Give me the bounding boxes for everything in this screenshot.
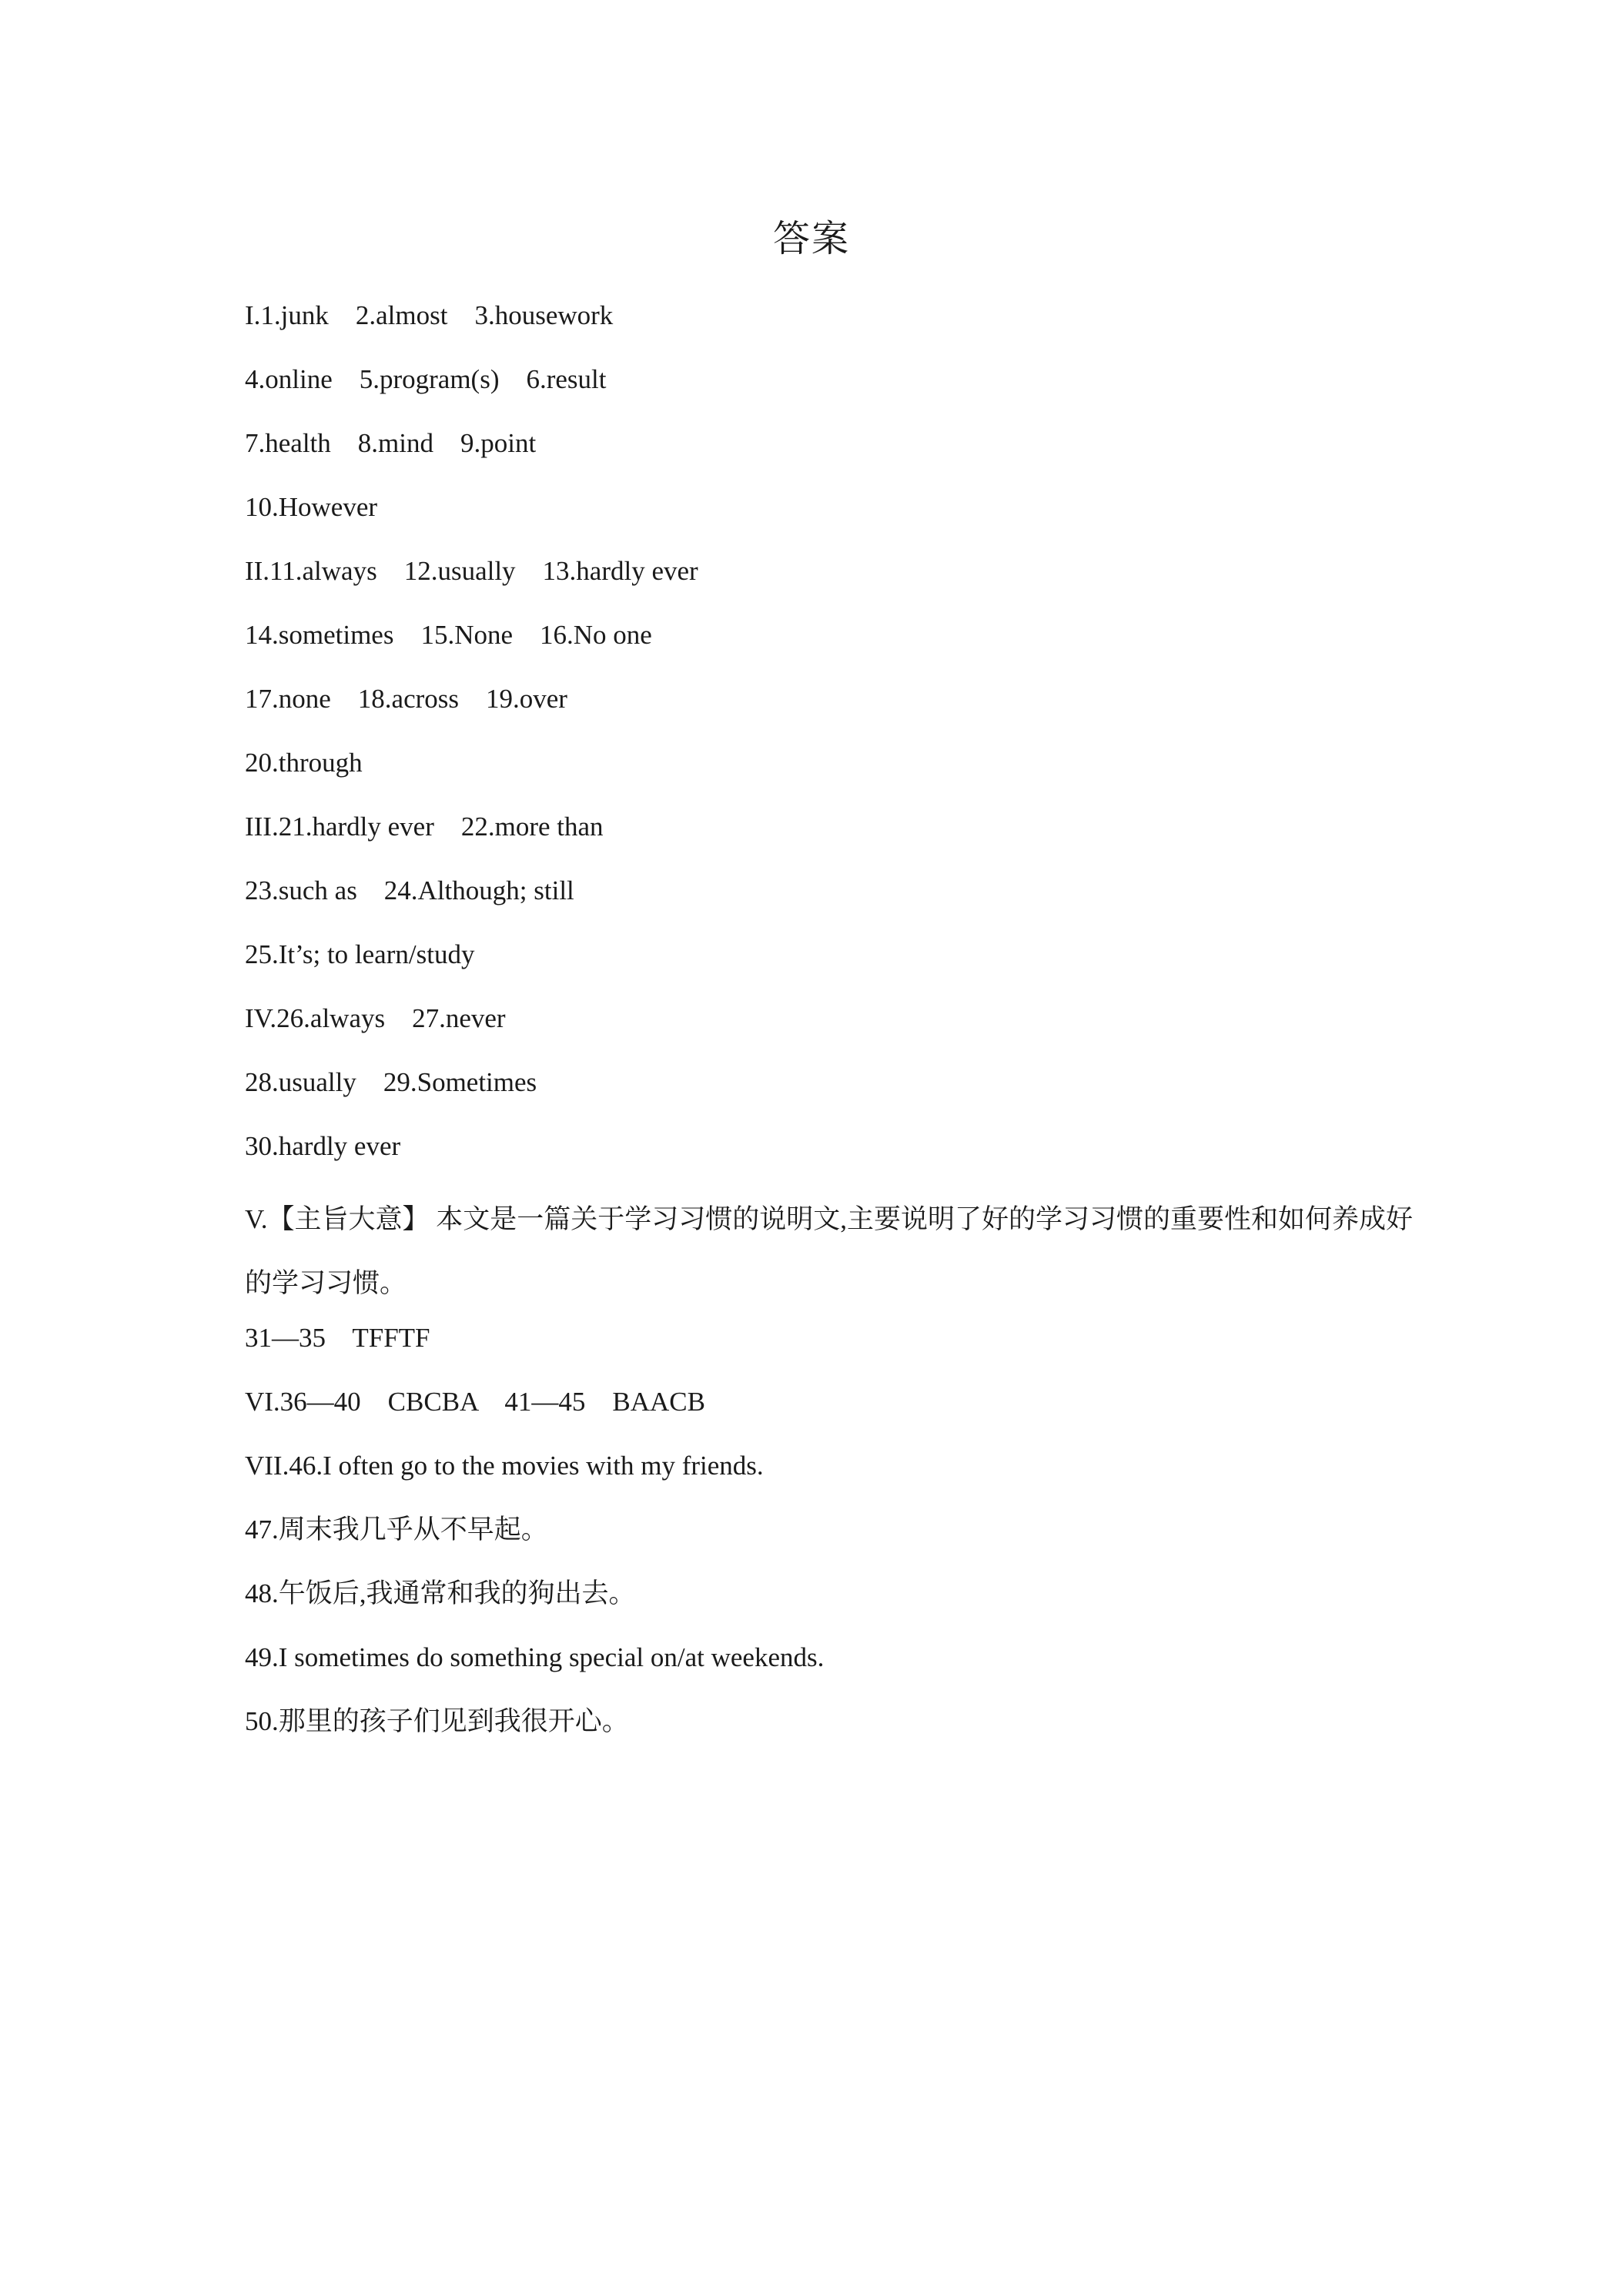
answer-line-9: III.21.hardly ever 22.more than [245, 812, 604, 842]
answer-line-19: 47.周末我几乎从不早起。 [245, 1514, 548, 1545]
answer-list [245, 293, 1431, 1762]
answer-line-12: IV.26.always 27.never [245, 1003, 506, 1033]
answer-line-22: 50.那里的孩子们见到我很开心。 [245, 1706, 629, 1736]
answer-line-11: 25.It’s; to learn/study [245, 939, 475, 969]
answer-line-1: I.1.junk 2.almost 3.housework [245, 300, 614, 330]
answer-line-7: 17.none 18.across 19.over [245, 684, 567, 714]
answer-line-17: VI.36—40 CBCBA 41—45 BAACB [245, 1387, 705, 1417]
answer-line-20: 48.午饭后,我通常和我的狗出去。 [245, 1578, 636, 1608]
answer-line-13: 28.usually 29.Sometimes [245, 1067, 537, 1097]
answer-line-10: 23.such as 24.Although; still [245, 875, 574, 905]
answer-line-16: 31—35 TFFTF [245, 1323, 430, 1353]
answer-line-6: 14.sometimes 15.None 16.No one [245, 620, 652, 650]
page-title: 答案 [772, 217, 850, 260]
answer-line-3: 7.health 8.mind 9.point [245, 428, 537, 458]
answer-line-21: 49.I sometimes do something special on/at weekends. [245, 1642, 825, 1672]
answer-line-8: 20.through [245, 748, 363, 778]
answer-line-4: 10.However [245, 492, 378, 522]
answer-line-2: 4.online 5.program(s) 6.result [245, 364, 607, 394]
answer-line-5: II.11.always 12.usually 13.hardly ever [245, 556, 698, 586]
answer-line-15-summary: V.【主旨大意】 本文是一篇关于学习习惯的说明文,主要说明了好的学习习惯的重要性和如何养成好的学习习惯。 [245, 1204, 1414, 1298]
answer-line-18: VII.46.I often go to the movies with my friends. [245, 1451, 764, 1481]
answer-line-14: 30.hardly ever [245, 1131, 401, 1161]
